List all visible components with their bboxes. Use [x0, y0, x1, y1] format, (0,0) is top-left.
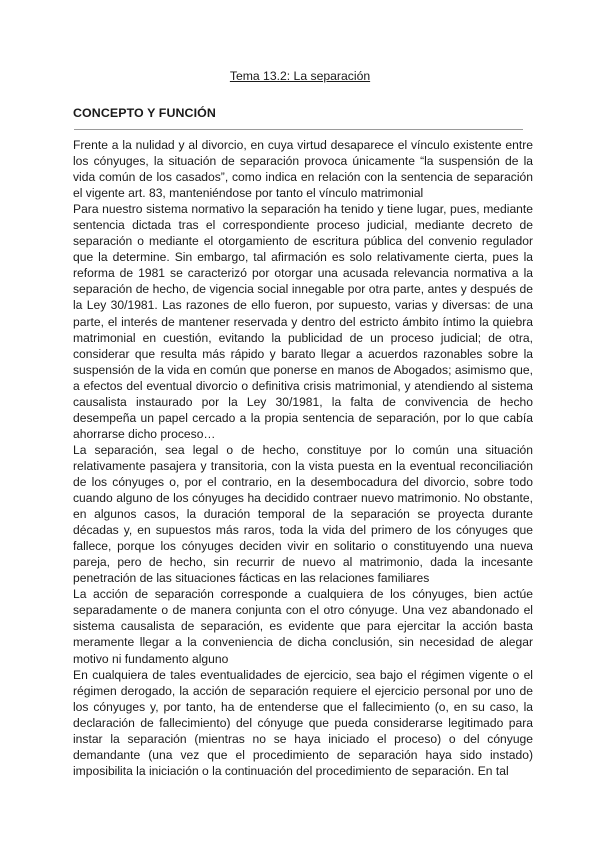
- paragraph: La separación, sea legal o de hecho, constituye por lo común una situación relativamente pasajera y transitoria, con la vista puesta en la eventual reconciliación de los cónyuges o, por el contrario, en la desembocadura del divorcio, sobre todo cuando alguno de los cónyuges ha decidido contraer nuevo matrimonio. No obstante, en algunos casos, la duración temporal de la separación se proyecta durante décadas y, en supuestos más raros, toda la vida del primero de los cónyuges que fallece, porque los cónyuges deciden vivir en solitario o constituyendo una nueva pareja, pero de hecho, sin recurrir de nuevo al matrimonio, dada la incesante penetración de las situaciones fácticas en las relaciones familiares: [73, 442, 533, 586]
- paragraph: La acción de separación corresponde a cualquiera de los cónyuges, bien actúe separadamente o de manera conjunta con el otro cónyuge. Una vez abandonado el sistema causalista de separación, es evidente que para ejercitar la acción basta meramente llegar a la conveniencia de dicha conclusión, sin necesidad de alegar motivo ni fundamento alguno: [73, 587, 533, 666]
- paragraph: En cualquiera de tales eventualidades de ejercicio, sea bajo el régimen vigente o el régimen derogado, la acción de separación requiere el ejercicio personal por uno de los cónyuges y, por tanto, ha de entenderse que el fallecimiento (o, en su caso, la declaración de fallecimiento) del cónyuge que pueda considerarse legitimado para instar la separación (mientras no se haya iniciado el proceso) o del cónyuge demandante (una vez que el procedimiento de separación haya sido instado) imposibilita la iniciación o la continuación del procedimiento de separación. En tal: [73, 667, 533, 778]
- document-body: [73, 137, 533, 779]
- section-heading: CONCEPTO Y FUNCIÓN: [73, 106, 216, 120]
- document-title: Tema 13.2: La separación: [229, 69, 371, 83]
- paragraph: Para nuestro sistema normativo la separación ha tenido y tiene lugar, pues, mediante sentencia dictada tras el correspondiente proceso judicial, mediante decreto de separación o mediante el otorgamiento de escritura pública del convenio regulador que la determine. Sin embargo, tal afirmación es solo relativamente cierta, pues la reforma de 1981 se caracterizó por otorgar una acusada relevancia normativa a la separación de hecho, de vigencia social innegable por otra parte, antes y después de la Ley 30/1981. Las razones de ello fueron, por supuesto, varias y diversas: de una parte, el interés de mantener reservada y dentro del estricto ámbito íntimo la quiebra matrimonial en cuestión, evitando la publicidad de un proceso judicial; de otra, considerar que resulta más rápido y barato llegar a acuerdos razonables sobre la suspensión de la vida en común que ponerse en manos de Abogados; asimismo que, a efectos del eventual divorcio o definitiva crisis matrimonial, y atendiendo al sistema causalista instaurado por la Ley 30/1981, la falta de convivencia de hecho desempeña un papel cercado a la propia sentencia de separación, por lo que cabía ahorrarse dicho proceso…: [73, 202, 533, 441]
- paragraph: Frente a la nulidad y al divorcio, en cuya virtud desaparece el vínculo existente entre los cónyuges, la situación de separación provoca únicamente “la suspensión de la vida común de los casados”, como indica en relación con la sentencia de separación el vigente art. 83, manteniéndose por tanto el vínculo matrimonial: [73, 138, 533, 201]
- heading-divider: [74, 129, 523, 130]
